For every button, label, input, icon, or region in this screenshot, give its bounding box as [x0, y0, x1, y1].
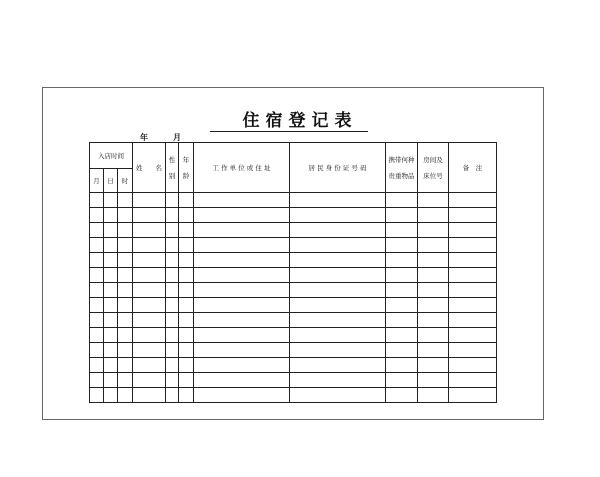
table-cell[interactable]: [449, 193, 497, 208]
table-cell[interactable]: [449, 373, 497, 388]
table-cell[interactable]: [290, 283, 386, 298]
table-row: [90, 313, 497, 328]
table-cell[interactable]: [133, 343, 166, 358]
table-row: [90, 268, 497, 283]
table-cell[interactable]: [179, 253, 194, 268]
table-cell[interactable]: [90, 328, 104, 343]
table-cell[interactable]: [418, 193, 449, 208]
table-cell[interactable]: [118, 208, 133, 223]
table-cell[interactable]: [194, 373, 290, 388]
table-cell[interactable]: [449, 268, 497, 283]
table-cell[interactable]: [104, 223, 118, 238]
table-cell[interactable]: [194, 388, 290, 403]
table-cell[interactable]: [418, 388, 449, 403]
table-cell[interactable]: [418, 208, 449, 223]
table-cell[interactable]: [90, 358, 104, 373]
table-cell[interactable]: [290, 268, 386, 283]
table-cell[interactable]: [179, 283, 194, 298]
table-cell[interactable]: [290, 358, 386, 373]
table-cell[interactable]: [290, 373, 386, 388]
table-cell[interactable]: [90, 373, 104, 388]
header-items-1: 携带何种: [388, 155, 415, 164]
table-row: [90, 238, 497, 253]
table-cell[interactable]: [179, 193, 194, 208]
header-items-2: 贵重物品: [388, 171, 415, 180]
header-day: 日: [104, 169, 118, 193]
table-cell[interactable]: [166, 343, 179, 358]
table-cell[interactable]: [418, 238, 449, 253]
table-cell[interactable]: [179, 268, 194, 283]
table-cell[interactable]: [194, 328, 290, 343]
table-cell[interactable]: [133, 253, 166, 268]
table-cell[interactable]: [449, 208, 497, 223]
table-cell[interactable]: [104, 328, 118, 343]
table-cell[interactable]: [118, 268, 133, 283]
table-cell[interactable]: [418, 358, 449, 373]
table-cell[interactable]: [104, 253, 118, 268]
table-cell[interactable]: [104, 313, 118, 328]
table-cell[interactable]: [290, 223, 386, 238]
table-cell[interactable]: [386, 388, 418, 403]
table-cell[interactable]: [449, 253, 497, 268]
table-cell[interactable]: [118, 298, 133, 313]
table-row: [90, 328, 497, 343]
table-cell[interactable]: [449, 343, 497, 358]
table-cell[interactable]: [133, 268, 166, 283]
table-row: [90, 208, 497, 223]
table-cell[interactable]: [118, 253, 133, 268]
table-cell[interactable]: [166, 193, 179, 208]
table-cell[interactable]: [179, 313, 194, 328]
table-row: [90, 358, 497, 373]
table-cell[interactable]: [386, 328, 418, 343]
table-cell[interactable]: [418, 283, 449, 298]
table-cell[interactable]: [133, 298, 166, 313]
header-gender-1: 性: [168, 155, 176, 164]
table-cell[interactable]: [194, 343, 290, 358]
table-row: [90, 193, 497, 208]
table-cell[interactable]: [133, 238, 166, 253]
table-cell[interactable]: [194, 298, 290, 313]
header-id-number: 居 民 身 份 证 号 码: [290, 143, 386, 193]
table-cell[interactable]: [179, 373, 194, 388]
table-cell[interactable]: [386, 238, 418, 253]
table-cell[interactable]: [194, 313, 290, 328]
table-cell[interactable]: [90, 223, 104, 238]
table-cell[interactable]: [166, 313, 179, 328]
table-row: [90, 343, 497, 358]
table-cell[interactable]: [194, 193, 290, 208]
table-cell[interactable]: [90, 343, 104, 358]
table-cell[interactable]: [133, 358, 166, 373]
table-cell[interactable]: [166, 298, 179, 313]
table-cell[interactable]: [166, 373, 179, 388]
table-cell[interactable]: [290, 313, 386, 328]
table-cell[interactable]: [179, 358, 194, 373]
table-cell[interactable]: [386, 358, 418, 373]
table-cell[interactable]: [290, 193, 386, 208]
table-row: [90, 253, 497, 268]
year-label: 年: [140, 132, 148, 142]
table-cell[interactable]: [104, 238, 118, 253]
table-cell[interactable]: [290, 253, 386, 268]
header-room-2: 床位号: [423, 171, 443, 180]
table-cell[interactable]: [449, 298, 497, 313]
table-cell[interactable]: [118, 343, 133, 358]
table-cell[interactable]: [133, 193, 166, 208]
table-cell[interactable]: [194, 223, 290, 238]
table-cell[interactable]: [118, 358, 133, 373]
table-cell[interactable]: [118, 223, 133, 238]
table-cell[interactable]: [449, 388, 497, 403]
table-cell[interactable]: [290, 343, 386, 358]
table-cell[interactable]: [90, 238, 104, 253]
table-cell[interactable]: [133, 313, 166, 328]
table-cell[interactable]: [166, 283, 179, 298]
table-cell[interactable]: [418, 253, 449, 268]
table-cell[interactable]: [104, 373, 118, 388]
table-cell[interactable]: [386, 193, 418, 208]
table-cell[interactable]: [104, 208, 118, 223]
table-cell[interactable]: [179, 328, 194, 343]
table-cell[interactable]: [90, 313, 104, 328]
table-cell[interactable]: [290, 328, 386, 343]
table-cell[interactable]: [290, 238, 386, 253]
table-cell[interactable]: [194, 238, 290, 253]
table-cell[interactable]: [166, 268, 179, 283]
table-cell[interactable]: [118, 238, 133, 253]
table-cell[interactable]: [449, 223, 497, 238]
table-cell[interactable]: [133, 223, 166, 238]
table-cell[interactable]: [418, 313, 449, 328]
table-cell[interactable]: [166, 208, 179, 223]
table-cell[interactable]: [179, 223, 194, 238]
table-cell[interactable]: [166, 238, 179, 253]
table-cell[interactable]: [166, 223, 179, 238]
table-cell[interactable]: [386, 373, 418, 388]
table-cell[interactable]: [179, 388, 194, 403]
table-cell[interactable]: [418, 343, 449, 358]
header-month: 月: [90, 169, 104, 193]
header-room-1: 房间及: [423, 155, 443, 164]
table-cell[interactable]: [90, 253, 104, 268]
table-cell[interactable]: [166, 388, 179, 403]
table-cell[interactable]: [104, 343, 118, 358]
header-workplace: 工 作 单 位 或 住 址: [194, 143, 290, 193]
table-cell[interactable]: [194, 268, 290, 283]
table-cell[interactable]: [118, 388, 133, 403]
table-cell[interactable]: [90, 193, 104, 208]
table-cell[interactable]: [449, 358, 497, 373]
table-cell[interactable]: [386, 283, 418, 298]
table-cell[interactable]: [386, 343, 418, 358]
table-cell[interactable]: [166, 358, 179, 373]
month-label: 月: [173, 132, 181, 142]
table-cell[interactable]: [179, 343, 194, 358]
table-cell[interactable]: [133, 208, 166, 223]
table-cell[interactable]: [194, 283, 290, 298]
table-cell[interactable]: [290, 208, 386, 223]
header-name: 姓 名: [133, 143, 166, 193]
table-cell[interactable]: [118, 283, 133, 298]
table-cell[interactable]: [290, 388, 386, 403]
table-cell[interactable]: [418, 328, 449, 343]
table-cell[interactable]: [449, 313, 497, 328]
table-cell[interactable]: [133, 283, 166, 298]
table-cell[interactable]: [104, 358, 118, 373]
table-cell[interactable]: [166, 328, 179, 343]
header-room: [418, 143, 449, 193]
registration-table: [89, 142, 497, 403]
table-cell[interactable]: [179, 238, 194, 253]
table-cell[interactable]: [179, 208, 194, 223]
table-cell[interactable]: [194, 253, 290, 268]
header-gender: [166, 143, 179, 193]
header-remarks: 备 注: [449, 143, 497, 193]
table-cell[interactable]: [90, 283, 104, 298]
table-cell[interactable]: [449, 283, 497, 298]
table-cell[interactable]: [90, 208, 104, 223]
table-cell[interactable]: [133, 328, 166, 343]
table-cell[interactable]: [90, 298, 104, 313]
header-row-1: [90, 143, 497, 169]
table-row: [90, 298, 497, 313]
table-cell[interactable]: [90, 388, 104, 403]
table-cell[interactable]: [386, 268, 418, 283]
table-cell[interactable]: [104, 388, 118, 403]
header-age-1: 年: [182, 155, 190, 164]
table-cell[interactable]: [386, 298, 418, 313]
table-row: [90, 373, 497, 388]
table-cell[interactable]: [386, 223, 418, 238]
table-row: [90, 283, 497, 298]
table-cell[interactable]: [118, 328, 133, 343]
header-hour: 时: [118, 169, 133, 193]
table-cell[interactable]: [386, 208, 418, 223]
table-cell[interactable]: [133, 388, 166, 403]
table-cell[interactable]: [104, 268, 118, 283]
header-age: [179, 143, 194, 193]
table-cell[interactable]: [118, 313, 133, 328]
form-title: 住宿登记表: [242, 111, 358, 131]
table-cell[interactable]: [133, 373, 166, 388]
table-cell[interactable]: [386, 253, 418, 268]
header-gender-2: 别: [168, 171, 176, 180]
table-cell[interactable]: [290, 298, 386, 313]
table-cell[interactable]: [194, 358, 290, 373]
table-row: [90, 388, 497, 403]
table-cell[interactable]: [104, 193, 118, 208]
title-underline: [210, 131, 368, 132]
table-cell[interactable]: [449, 238, 497, 253]
table-cell[interactable]: [418, 268, 449, 283]
table-row: [90, 223, 497, 238]
table-cell[interactable]: [418, 373, 449, 388]
table-cell[interactable]: [418, 298, 449, 313]
table-cell[interactable]: [90, 268, 104, 283]
table-cell[interactable]: [418, 223, 449, 238]
table-cell[interactable]: [104, 283, 118, 298]
table-cell[interactable]: [449, 328, 497, 343]
table-cell[interactable]: [166, 253, 179, 268]
header-checkin-time: 入店时间: [90, 143, 133, 169]
header-items: [386, 143, 418, 193]
table-cell[interactable]: [118, 193, 133, 208]
table-cell[interactable]: [104, 298, 118, 313]
table-cell[interactable]: [179, 298, 194, 313]
header-age-2: 龄: [182, 171, 190, 180]
table-cell[interactable]: [118, 373, 133, 388]
table-cell[interactable]: [386, 313, 418, 328]
table-cell[interactable]: [194, 208, 290, 223]
